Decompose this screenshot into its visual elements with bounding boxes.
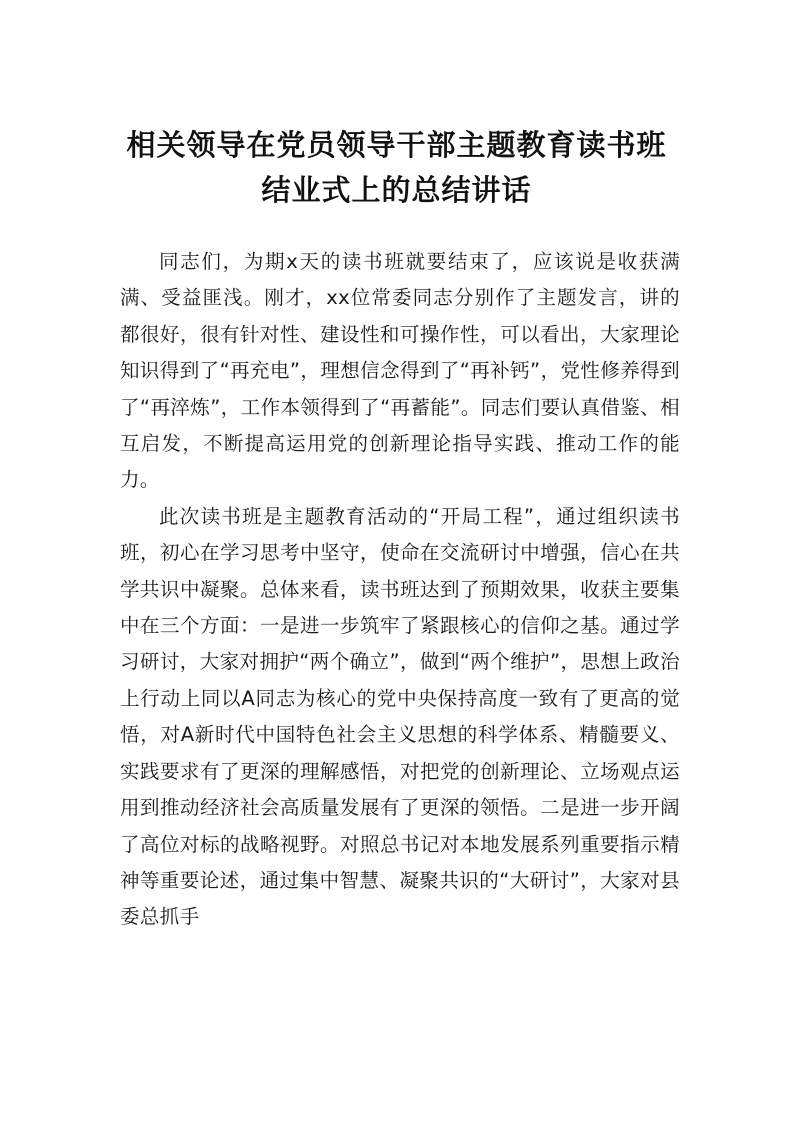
document-title-line-2: 结业式上的总结讲话 xyxy=(261,173,532,207)
document-title-line-1: 相关领导在党员领导干部主题教育读书班 xyxy=(126,128,667,162)
paragraph-1: 同志们，为期x天的读书班就要结束了，应该说是收获满满、受益匪浅。刚才，xx位常委同志分别作了主题发言，讲的都很好，很有针对性、建设性和可操作性，可以看出，大家理论知识得到了“再充电”，理想信念得到了“再补钙”，党性修养得到了“再淬炼”，工作本领得到了“再蓄能”。同志们要认真借鉴、相互启发，不断提高运用党的创新理论指导实践、推动工作的能力。 xyxy=(120,250,680,492)
paragraph-2: 此次读书班是主题教育活动的“开局工程”，通过组织读书班，初心在学习思考中坚守，使命在交流研讨中增强，信心在共学共识中凝聚。总体来看，读书班达到了预期效果，收获主要集中在三个方面：一是进一步筑牢了紧跟核心的信仰之基。通过学习研讨，大家对拥护“两个确立”，做到“两个维护”，思想上政治上行动上同以A同志为核心的党中央保持高度一致有了更高的觉悟，对A新时代中国特色社会主义思想的科学体系、精髓要义、实践要求有了更深的理解感悟，对把党的创新理论、立场观点运用到推动经济社会高质量发展有了更深的领悟。二是进一步开阔了高位对标的战略视野。对照总书记对本地发展系列重要指示精神等重要论述，通过集中智慧、凝聚共识的“大研讨”，大家对县委总抓手 xyxy=(120,504,680,929)
document-body xyxy=(120,244,680,936)
